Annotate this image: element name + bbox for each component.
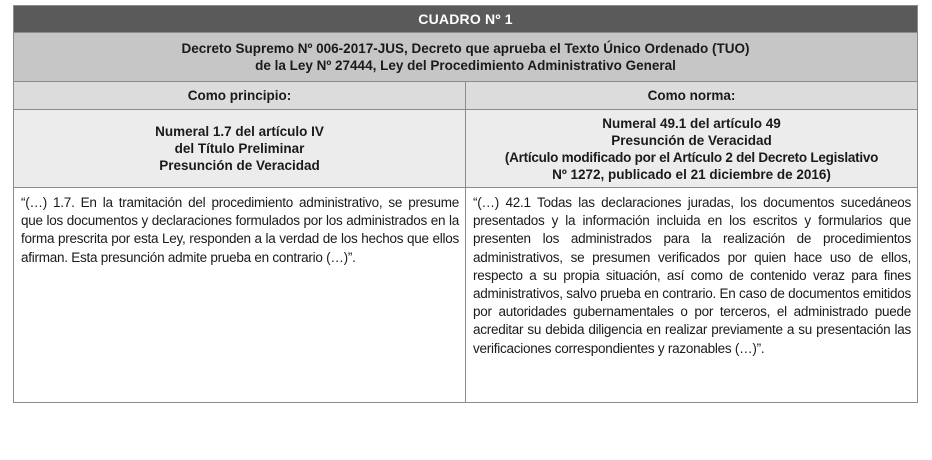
- subheader-norma-line-1: Numeral 49.1 del artículo 49: [602, 115, 781, 131]
- body-principio: [14, 188, 466, 403]
- subheader-principio: [14, 110, 466, 188]
- subheader-norma-line-3: (Artículo modificado por el Artículo 2 del Decreto Legislativo: [504, 149, 879, 165]
- body-row: [14, 188, 918, 403]
- decree-heading: [14, 33, 918, 82]
- body-norma-text: “(…) 42.1 Todas las declaraciones juradas, los documentos sucedáneos presentados y la información incluida en los escritos y formularios que presenten los administrados para la realización de procedimientos administrativos, se presumen verificados por quien hace uso de ellos, respecto a su propia situación, así como de contenido veraz para fines administrativos, salvo prueba en contrario. En caso de documentos emitidos por autoridades gubernamentales o por terceros, el administrado puede acreditar su debida diligencia en realizar previamente a su presentación las verificaciones correspondientes y razonables (…)”.: [473, 195, 911, 356]
- cuadro-table-wrapper: [13, 5, 917, 403]
- cuadro-table: [13, 5, 918, 403]
- subheader-principio-line-1: Numeral 1.7 del artículo IV: [155, 124, 324, 139]
- subheader-norma-line-2: Presunción de Veracidad: [611, 132, 772, 148]
- column-header-row: [14, 82, 918, 110]
- table-title: CUADRO Nº 1: [14, 6, 918, 33]
- column-header-norma: Como norma:: [466, 82, 918, 110]
- subheader-principio-line-2: del Título Preliminar: [174, 141, 305, 156]
- body-norma: [466, 188, 918, 403]
- column-header-principio: Como principio:: [14, 82, 466, 110]
- subheader-norma: [466, 110, 918, 188]
- decree-line-2: de la Ley Nº 27444, Ley del Procedimiento Administrativo General: [255, 58, 676, 73]
- subheader-principio-line-3: Presunción de Veracidad: [159, 158, 320, 173]
- decree-line-1: Decreto Supremo Nº 006-2017-JUS, Decreto que aprueba el Texto Único Ordenado (TUO): [181, 41, 750, 56]
- body-principio-text: “(…) 1.7. En la tramitación del procedimiento administrativo, se presume que los documentos y declaraciones formulados por los administrados en la forma prescrita por esta Ley, responden a la verdad de los hechos que ellos afirman. Esta presunción admite prueba en contrario (…)”.: [21, 195, 459, 265]
- subheader-norma-line-4: Nº 1272, publicado el 21 diciembre de 2016): [552, 166, 831, 182]
- title-row: [14, 6, 918, 33]
- decree-row: [14, 33, 918, 82]
- subheader-row: [14, 110, 918, 188]
